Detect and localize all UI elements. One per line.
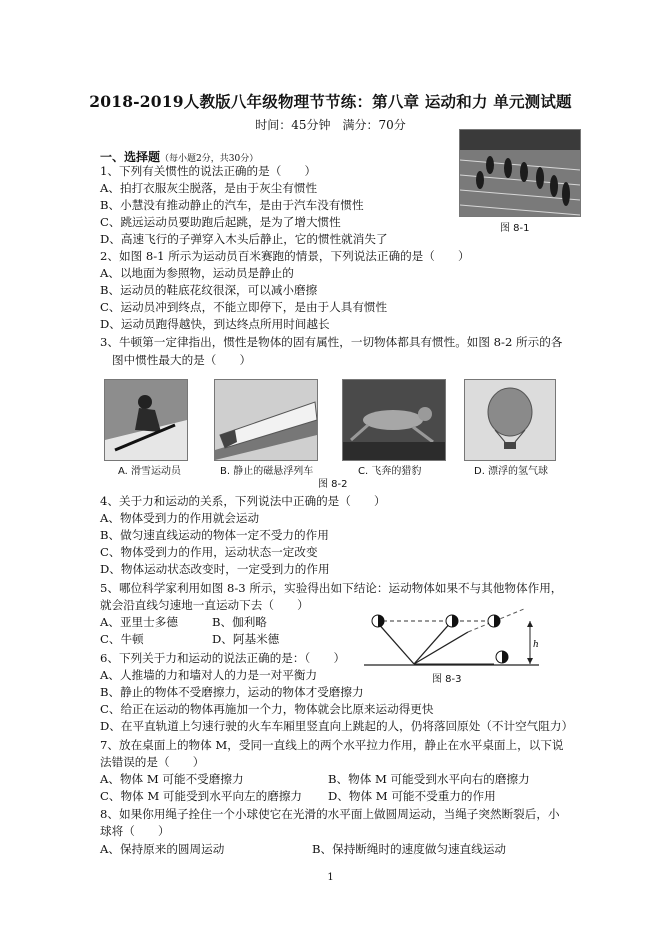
q6-stem: 6、下列关于力和运动的说法正确的是：（ ）	[100, 651, 346, 665]
q4-option-b: B、做匀速直线运动的物体一定不受力的作用	[100, 528, 329, 542]
figure-8-1-sprint-photo	[459, 129, 581, 217]
q4-option-a: A、物体受到力的作用就会运动	[100, 511, 260, 525]
sprint-illustration	[460, 130, 580, 216]
q5-option-b: B、伽利略	[212, 615, 267, 629]
q2-option-a: A、以地面为参照物，运动员是静止的	[100, 266, 294, 280]
q8-stem-line1: 8、如果你用绳子拴住一个小球使它在光滑的水平面上做圆周运动，当绳子突然断裂后，小	[100, 807, 560, 821]
figure-8-1-caption: 图 8-1	[500, 223, 530, 234]
q4-option-d: D、物体运动状态改变时，一定受到力的作用	[100, 562, 330, 576]
q2-stem: 2、如图 8-1 所示为运动员百米赛跑的情景，下列说法正确的是（ ）	[100, 249, 470, 263]
ball-icon	[372, 615, 384, 627]
q5-option-c: C、牛顿	[100, 632, 144, 646]
q1-option-b: B、小慧没有推动静止的汽车，是由于汽车没有惯性	[100, 198, 364, 212]
figure-8-3-caption: 图 8-3	[432, 674, 462, 685]
hydrogen-balloon-photo	[464, 379, 556, 461]
q6-option-c: C、给正在运动的物体再施加一个力，物体就会比原来运动得更快	[100, 702, 434, 716]
section-note: （每小题2分，共30分）	[160, 154, 259, 164]
figure-8-2-option-c: C. 飞奔的猎豹	[358, 466, 422, 477]
q2-option-d: D、运动员跑得越快，到达终点所用时间越长	[100, 317, 330, 331]
q6-option-a: A、人推墙的力和墙对人的力是一对平衡力	[100, 668, 318, 682]
q7-option-c: C、物体 M 可能受到水平向左的磨擦力	[100, 789, 303, 803]
q5-stem-line2: 就会沿直线匀速地一直运动下去（ ）	[100, 598, 309, 612]
figure-8-3-diagram	[364, 607, 540, 669]
q7-option-a: A、物体 M 可能不受磨擦力	[100, 772, 244, 786]
q3-stem-line1: 3、牛顿第一定律指出，惯性是物体的固有属性，一切物体都具有惯性。如图 8-2 所示的各	[100, 335, 563, 349]
q8-option-a: A、保持原来的圆周运动	[100, 842, 225, 856]
page-title: 2018-2019人教版八年级物理节节练：第八章 运动和力 单元测试题	[89, 92, 572, 111]
q5-option-a: A、亚里士多德	[100, 615, 178, 629]
q6-option-d: D、在平直轨道上匀速行驶的火车车厢里竖直向上跳起的人，仍将落回原处（不计空气阻力）	[100, 719, 574, 733]
q2-option-c: C、运动员冲到终点，不能立即停下，是由于人具有惯性	[100, 300, 388, 314]
q3-stem-line2: 图中惯性最大的是（ ）	[112, 353, 252, 367]
skier-photo	[104, 379, 188, 461]
q7-option-d: D、物体 M 可能不受重力的作用	[328, 789, 496, 803]
height-label: h	[533, 640, 539, 650]
q8-stem-line2: 球将（ ）	[100, 824, 170, 838]
q7-option-b: B、物体 M 可能受到水平向右的磨擦力	[328, 772, 530, 786]
q6-option-b: B、静止的物体不受磨擦力，运动的物体才受磨擦力	[100, 685, 364, 699]
q5-option-d: D、阿基米德	[212, 632, 280, 646]
figure-8-2-option-a: A. 滑雪运动员	[118, 466, 182, 477]
page-number: 1	[327, 872, 334, 883]
exam-meta: 时间：45分钟 满分：70分	[255, 118, 406, 132]
maglev-train-photo	[214, 379, 318, 461]
cheetah-photo	[342, 379, 446, 461]
section-title: 一、选择题	[100, 150, 161, 164]
q1-option-c: C、跳远运动员要助跑后起跳，是为了增大惯性	[100, 215, 341, 229]
q7-stem-line2: 法错误的是（ ）	[100, 755, 205, 769]
q4-option-c: C、物体受到力的作用，运动状态一定改变	[100, 545, 318, 559]
q4-stem: 4、关于力和运动的关系，下列说法中正确的是（ ）	[100, 494, 386, 508]
figure-8-2-option-b: B. 静止的磁悬浮列车	[220, 466, 314, 477]
q1-option-d: D、高速飞行的子弹穿入木头后静止，它的惯性就消失了	[100, 232, 388, 246]
q2-option-b: B、运动员的鞋底花纹很深，可以减小磨擦	[100, 283, 318, 297]
q5-stem-line1: 5、哪位科学家利用如图 8-3 所示，实验得出如下结论：运动物体如果不与其他物体作用，	[100, 581, 563, 595]
q1-option-a: A、拍打衣服灰尘脱落，是由于灰尘有惯性	[100, 181, 318, 195]
q8-option-b: B、保持断绳时的速度做匀速直线运动	[312, 842, 507, 856]
q1-stem: 1、下列有关惯性的说法正确的是（ ）	[100, 164, 317, 178]
figure-8-2-option-d: D. 漂浮的氢气球	[474, 466, 549, 477]
figure-8-2-caption: 图 8-2	[318, 479, 348, 490]
q7-stem-line1: 7、放在桌面上的物体 M，受同一直线上的两个水平拉力作用，静止在水平桌面上，以下说	[100, 738, 564, 752]
